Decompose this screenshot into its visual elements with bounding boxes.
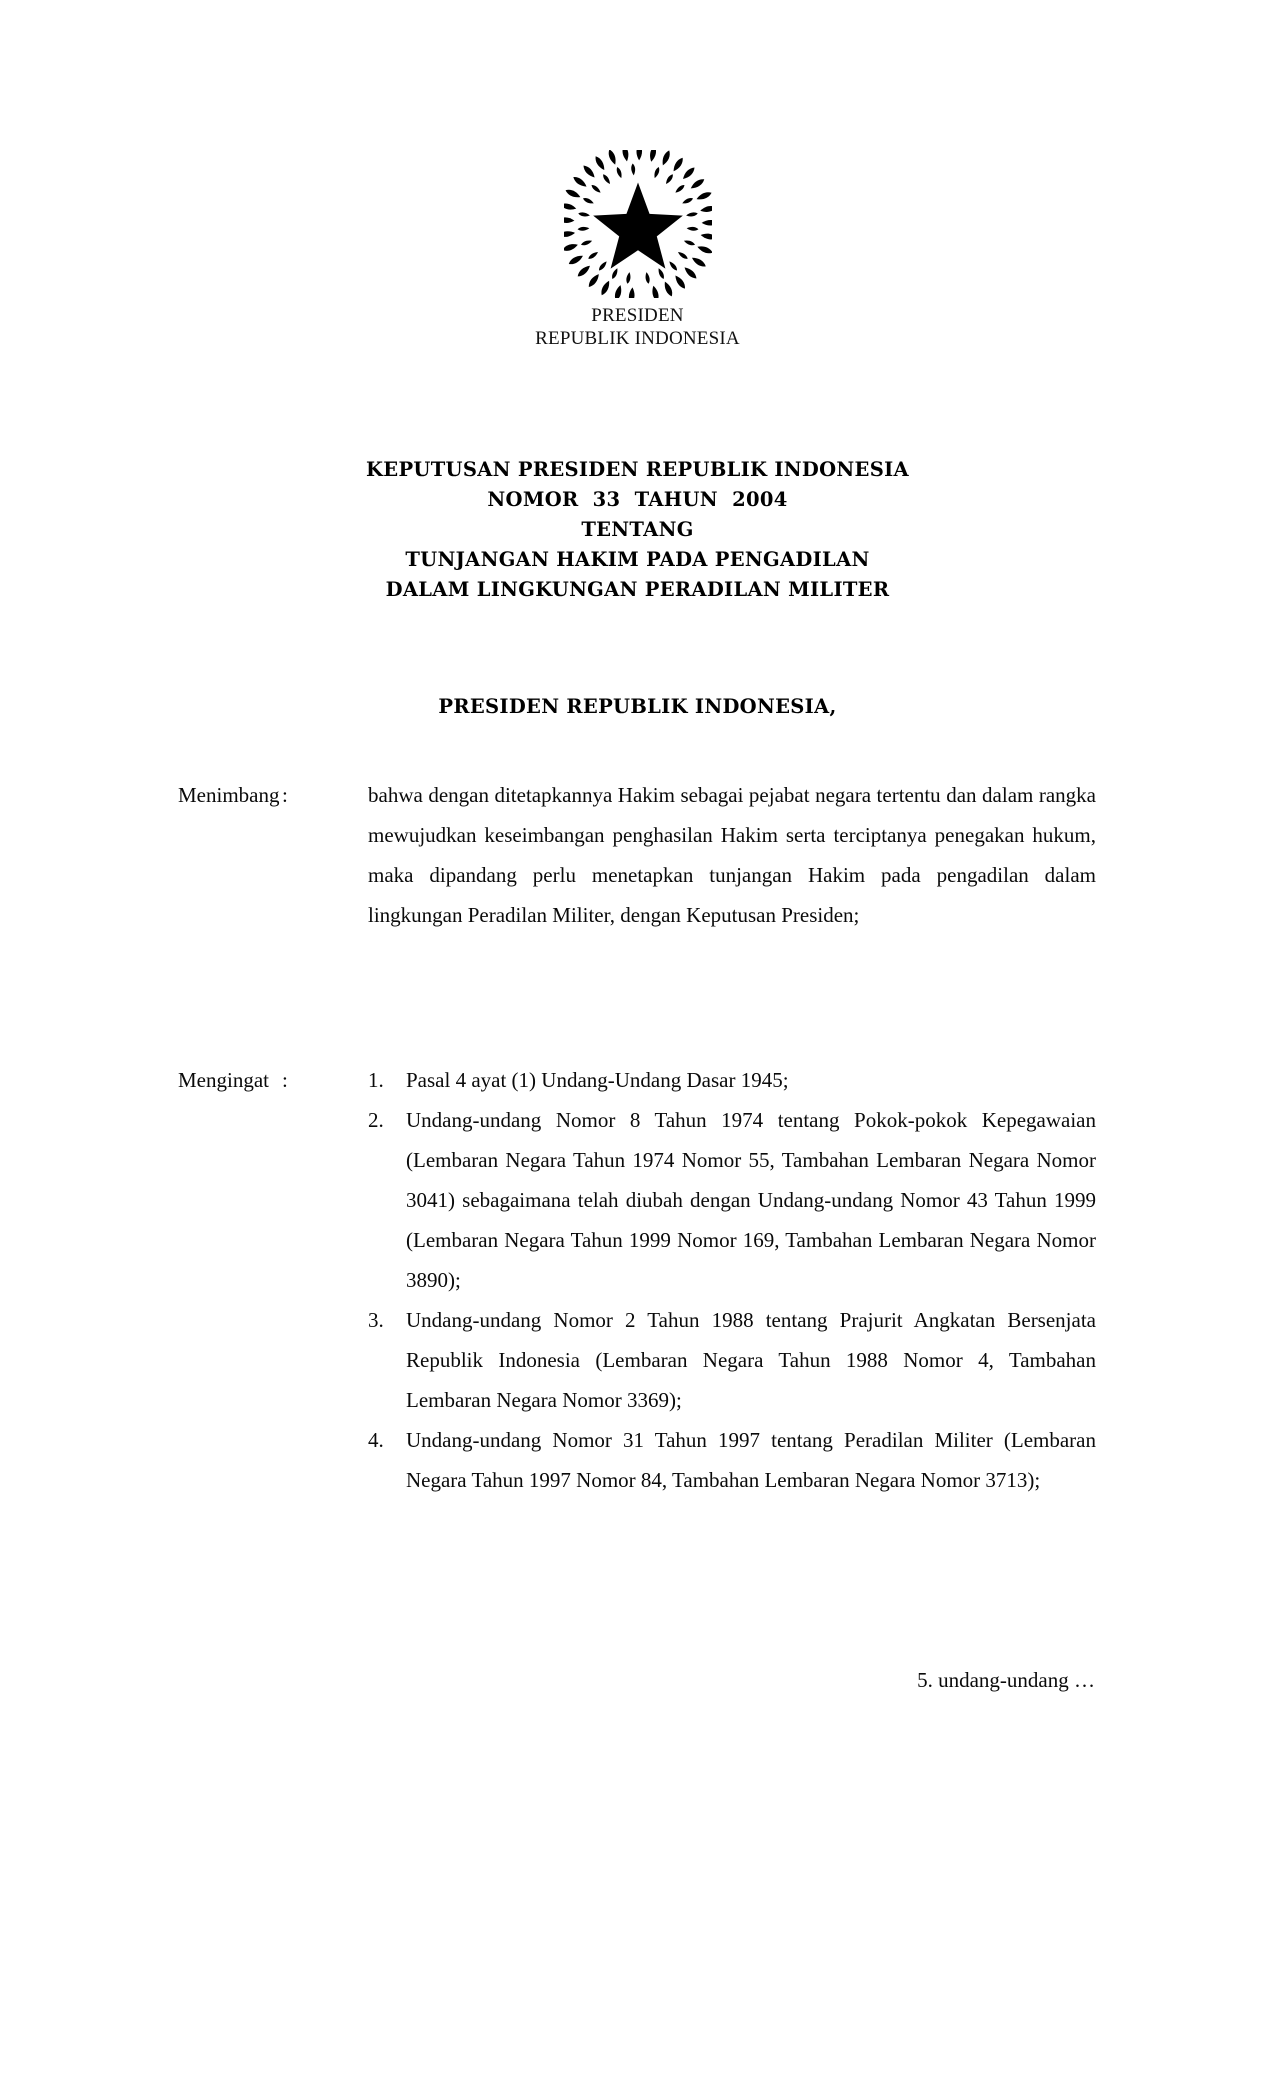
list-item-number: 4. — [368, 1428, 384, 1452]
emblem-block — [0, 150, 1275, 350]
clause-body-menimbang — [368, 775, 1096, 935]
clause-mengingat — [178, 1060, 1096, 1500]
emblem-caption-line-2: REPUBLIK INDONESIA — [535, 328, 740, 349]
mengingat-list — [368, 1060, 1096, 1500]
document-title-block — [0, 455, 1275, 605]
indonesia-presidential-star-wreath-emblem — [564, 150, 712, 298]
title-line-subject-2: DALAM LINGKUNGAN PERADILAN MILITER — [385, 578, 890, 601]
clause-colon-menimbang: : — [282, 783, 288, 807]
list-item-number: 2. — [368, 1108, 384, 1132]
title-line-subject-1: TUNJANGAN HAKIM PADA PENGADILAN — [405, 548, 870, 571]
emblem-caption-line-1: PRESIDEN — [591, 305, 684, 326]
clause-menimbang — [178, 775, 1096, 935]
list-item — [368, 1420, 1096, 1500]
title-line-decree-type: KEPUTUSAN PRESIDEN REPUBLIK INDONESIA — [366, 458, 909, 481]
list-item — [368, 1060, 1096, 1100]
title-subtitle-president: PRESIDEN REPUBLIK INDONESIA, — [438, 695, 837, 718]
menimbang-paragraph: bahwa dengan ditetapkannya Hakim sebagai pejabat negara tertentu dan dalam rangka mewujudkan keseimbangan penghasilan Hakim serta terciptanya penegakan hukum, maka dipandang perlu menetapkan tunjangan Hakim pada pengadilan dalam lingkungan Peradilan Militer, dengan Keputusan Presiden; — [368, 783, 1096, 927]
title-line-tentang: TENTANG — [581, 518, 694, 541]
page-catchword: 5. undang-undang … — [917, 1668, 1095, 1692]
clause-label-menimbang: Menimbang — [178, 783, 280, 807]
list-item — [368, 1300, 1096, 1420]
clause-colon-mengingat: : — [282, 1068, 288, 1092]
emblem-caption — [0, 304, 1275, 350]
list-item-text: Undang-undang Nomor 2 Tahun 1988 tentang Prajurit Angkatan Bersenjata Republik Indonesia (Lembaran Negara Tahun 1988 Nomor 4, Tambahan Lembaran Negara Nomor 3369); — [406, 1308, 1096, 1412]
list-item-text: Undang-undang Nomor 8 Tahun 1974 tentang Pokok-pokok Kepegawaian (Lembaran Negara Tahun 1974 Nomor 55, Tambahan Lembaran Negara Nomor 3041) sebagaimana telah diubah dengan Undang-undang Nomor 43 Tahun 1999 (Lembaran Negara Tahun 1999 Nomor 169, Tambahan Lembaran Negara Nomor 3890); — [406, 1108, 1096, 1292]
list-item-number: 1. — [368, 1068, 384, 1092]
list-item-text: Undang-undang Nomor 31 Tahun 1997 tentang Peradilan Militer (Lembaran Negara Tahun 1997 Nomor 84, Tambahan Lembaran Negara Nomor 3713); — [406, 1428, 1096, 1492]
list-item-number: 3. — [368, 1308, 384, 1332]
list-item-text: Pasal 4 ayat (1) Undang-Undang Dasar 1945; — [406, 1068, 789, 1092]
clause-label-mengingat: Mengingat — [178, 1068, 269, 1092]
title-line-number-year: NOMOR 33 TAHUN 2004 — [487, 488, 788, 511]
list-item — [368, 1100, 1096, 1300]
clause-body-mengingat — [368, 1060, 1096, 1500]
